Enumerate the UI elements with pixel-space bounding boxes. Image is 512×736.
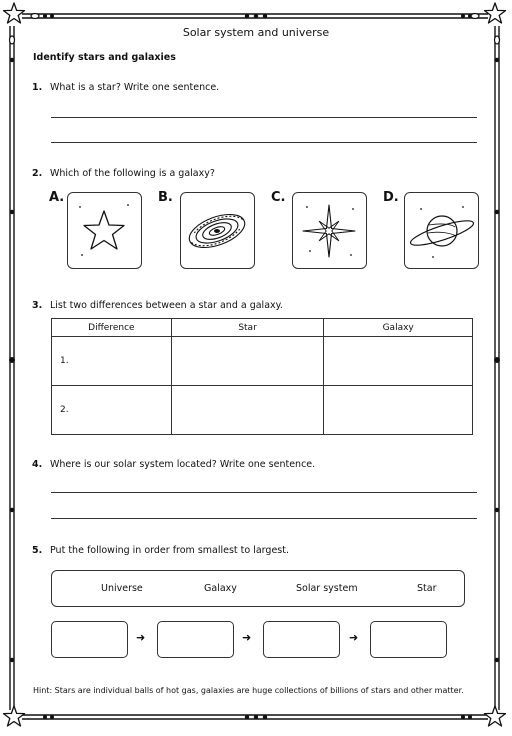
answer-line[interactable]: [51, 518, 477, 519]
order-answer-box-2[interactable]: [157, 621, 234, 658]
page-title: Solar system and universe: [182, 26, 330, 39]
question-4: [32, 459, 315, 470]
galaxy-cell[interactable]: [324, 337, 473, 386]
corner-star-icon: [485, 3, 506, 23]
galaxy-cell[interactable]: [324, 386, 473, 435]
arrow-right-icon: ➜: [242, 631, 252, 644]
twinkling-star-icon: [293, 193, 366, 268]
corner-star-icon: [4, 706, 25, 726]
order-answer-box-1[interactable]: [51, 621, 128, 658]
question-text: Put the following in order from smallest to largest.: [50, 545, 289, 556]
hint-text: Hint: Stars are individual balls of hot gas, galaxies are huge collections of billions of stars and other matter.: [33, 686, 464, 695]
answer-line[interactable]: [51, 117, 477, 118]
section-heading: Identify stars and galaxies: [33, 52, 176, 63]
word-bank-item: Star: [417, 583, 437, 594]
corner-star-icon: [485, 706, 506, 726]
star-cell[interactable]: [171, 386, 324, 435]
ringed-planet-icon: [405, 193, 478, 268]
option-b-letter: B.: [158, 190, 173, 205]
word-bank-item: Universe: [101, 583, 143, 594]
row-label: 1.: [52, 337, 172, 386]
table-row: [52, 337, 473, 386]
word-bank-item: Solar system: [296, 583, 358, 594]
question-number: 2.: [32, 168, 43, 179]
question-text: Where is our solar system located? Write one sentence.: [50, 459, 316, 470]
question-number: 1.: [32, 82, 43, 93]
question-number: 5.: [32, 545, 43, 556]
option-c-letter: C.: [271, 190, 286, 205]
arrow-right-icon: ➜: [349, 631, 359, 644]
question-number: 4.: [32, 459, 43, 470]
column-header: Difference: [52, 319, 172, 337]
option-d-card[interactable]: [404, 192, 479, 269]
question-2: [32, 168, 215, 179]
option-a-card[interactable]: [67, 192, 142, 269]
question-text: Which of the following is a galaxy?: [50, 168, 215, 179]
word-bank-item: Galaxy: [204, 583, 237, 594]
option-a-letter: A.: [49, 190, 65, 205]
option-b-card[interactable]: [180, 192, 255, 269]
word-bank: [51, 570, 465, 607]
row-label: 2.: [52, 386, 172, 435]
star-cell[interactable]: [171, 337, 324, 386]
spiral-galaxy-icon: [181, 193, 254, 268]
answer-line[interactable]: [51, 492, 477, 493]
star-icon: [68, 193, 141, 268]
question-text: List two differences between a star and a galaxy.: [50, 300, 283, 311]
order-answer-box-3[interactable]: [263, 621, 340, 658]
question-1: [32, 82, 219, 93]
column-header: Star: [171, 319, 324, 337]
arrow-right-icon: ➜: [136, 631, 146, 644]
option-c-card[interactable]: [292, 192, 367, 269]
corner-star-icon: [4, 3, 25, 23]
answer-line[interactable]: [51, 142, 477, 143]
order-answer-box-4[interactable]: [370, 621, 447, 658]
question-text: What is a star? Write one sentence.: [50, 82, 220, 93]
question-number: 3.: [32, 300, 43, 311]
option-d-letter: D.: [383, 190, 399, 205]
question-5: [32, 545, 289, 556]
table-header-row: [52, 319, 473, 337]
question-3: [32, 300, 283, 311]
differences-table: [51, 318, 473, 435]
table-row: [52, 386, 473, 435]
column-header: Galaxy: [324, 319, 473, 337]
